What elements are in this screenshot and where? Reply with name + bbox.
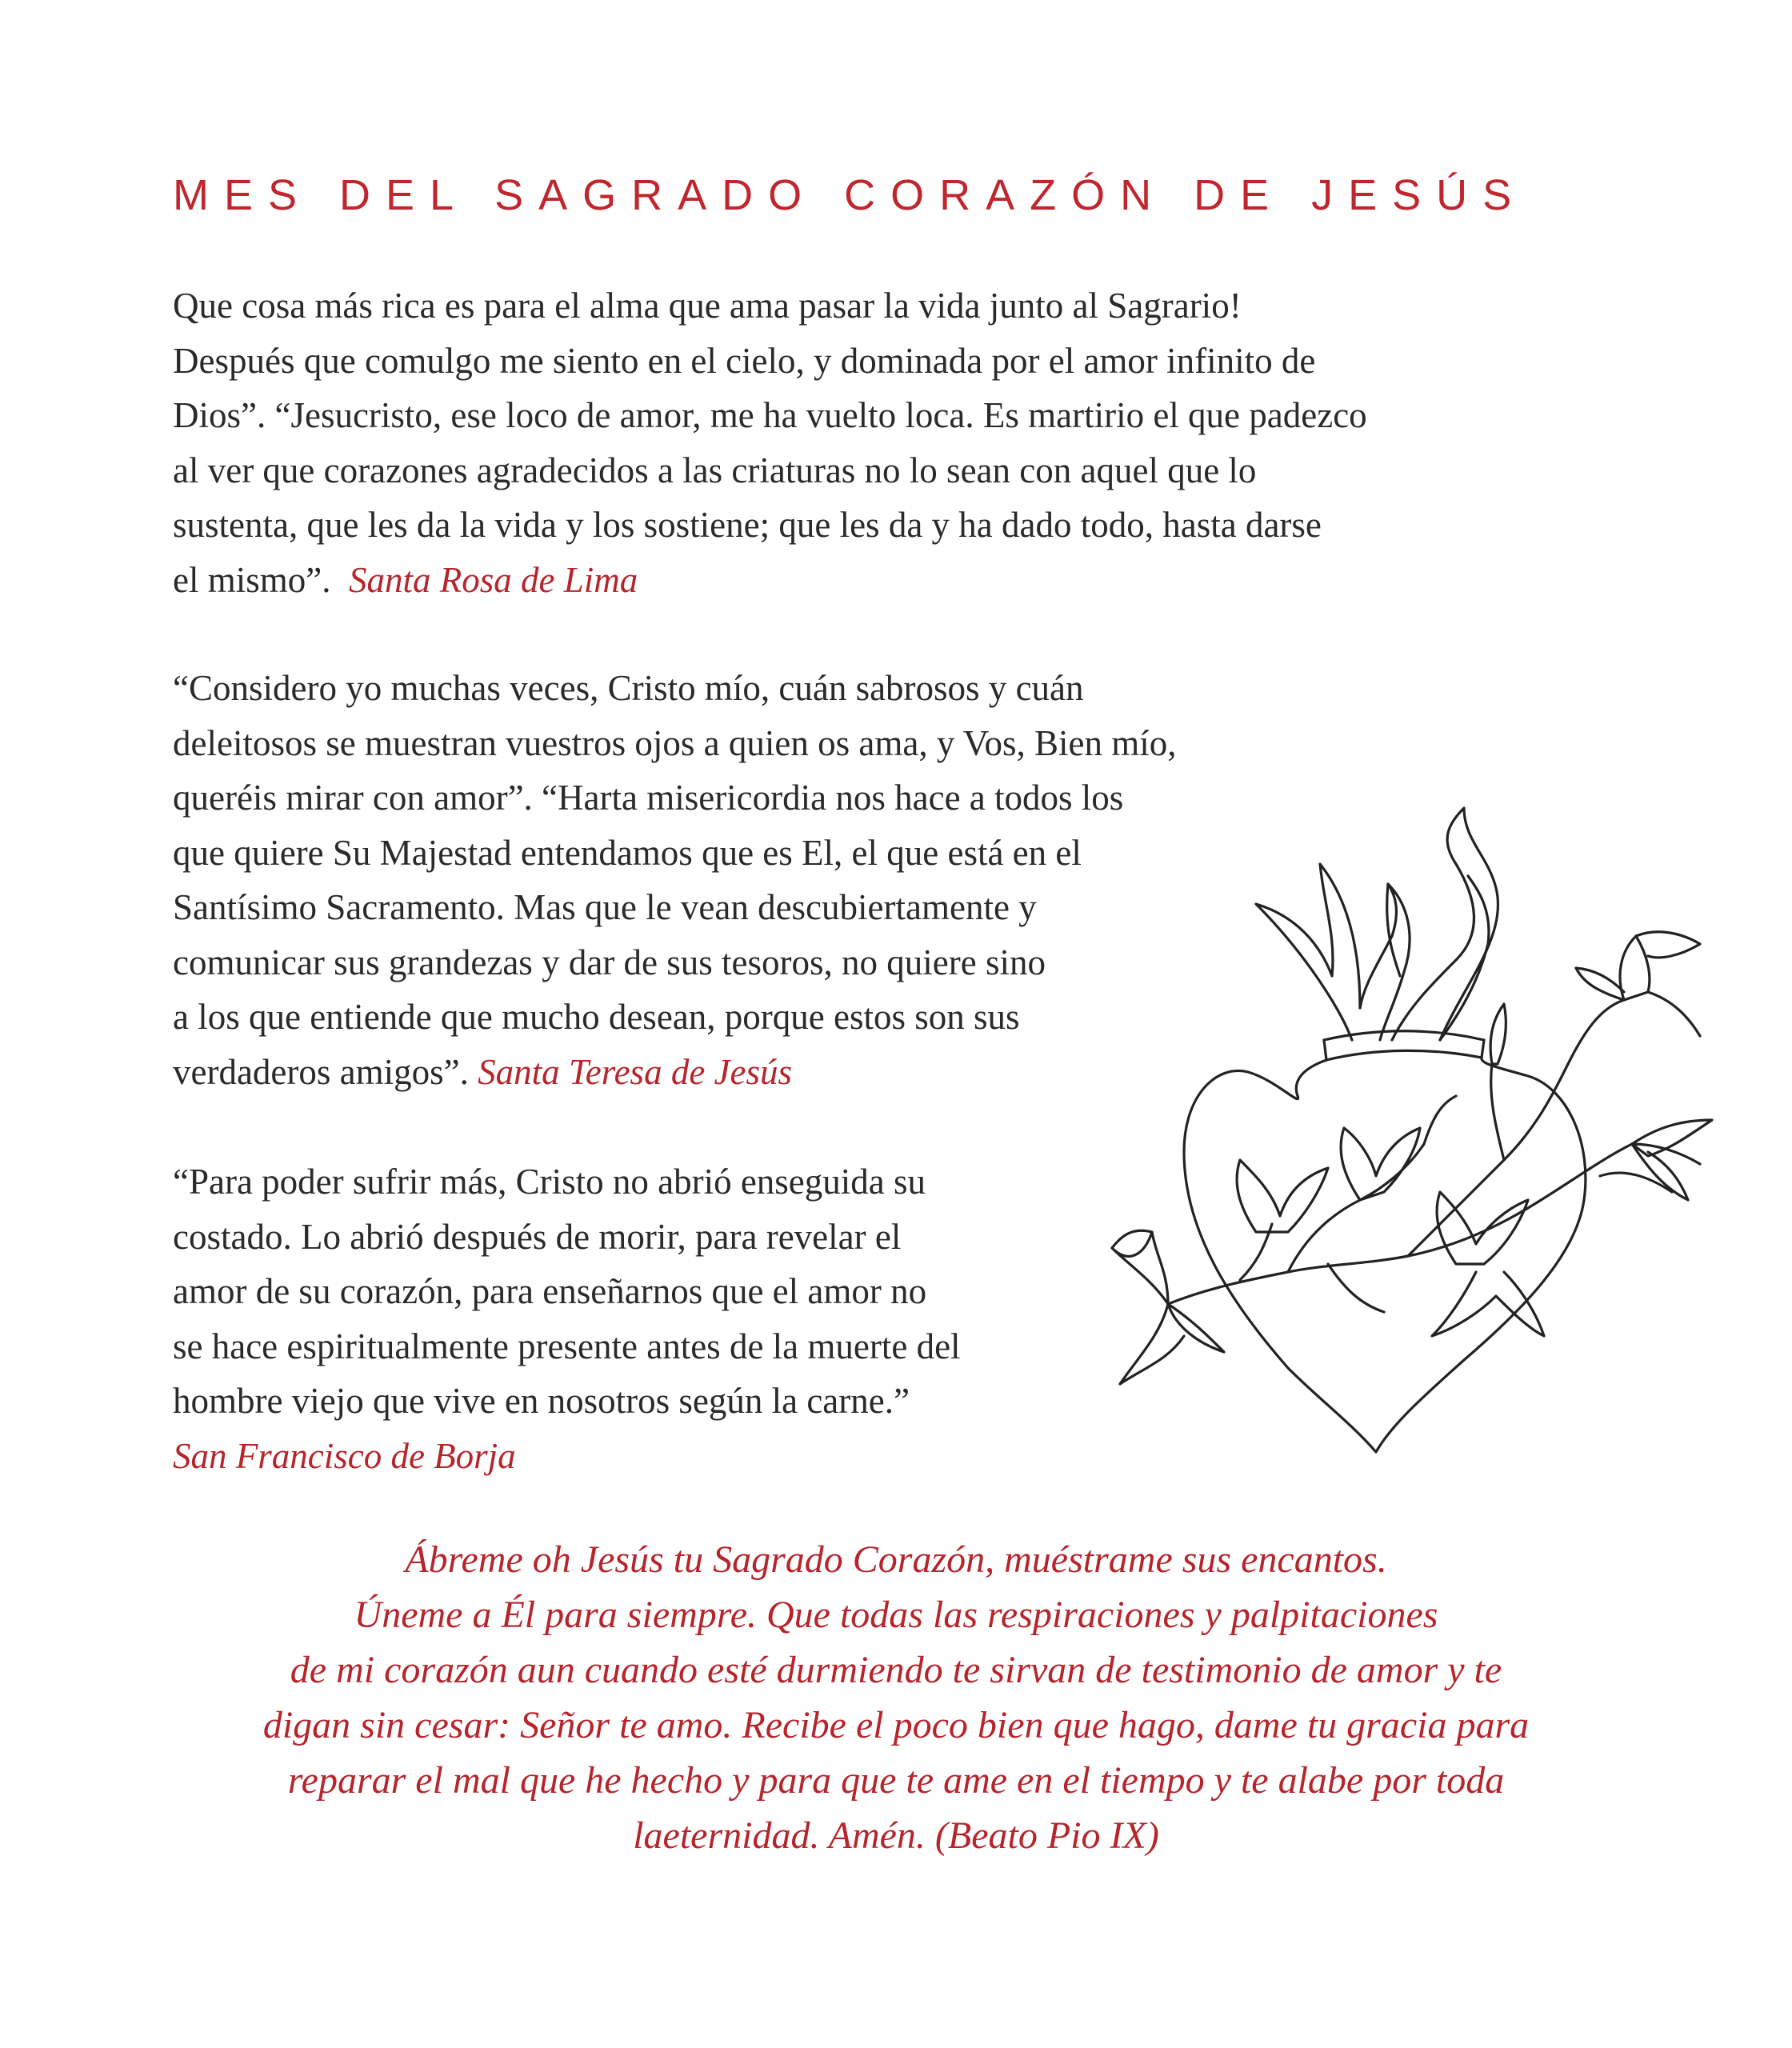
quote-line: hombre viejo que vive en nosotros según la carne.” [173,1381,910,1421]
quote-line: “Para poder sufrir más, Cristo no abrió enseguida su [173,1162,926,1202]
quote-last-line [173,553,1367,608]
sacred-heart-illustration [1200,744,1776,1480]
quote-line-text: verdaderos amigos”. [173,1051,469,1092]
prayer-line: Ábreme oh Jesús tu Sagrado Corazón, muéstrame sus encantos. [405,1538,1387,1581]
quote-line: al ver que corazones agradecidos a las criaturas no lo sean con aquel que lo [173,450,1257,490]
quote-line: “Considero yo muchas veces, Cristo mío, cuán sabrosos y cuán [173,668,1084,708]
quote-line: Después que comulgo me siento en el cielo, y dominada por el amor infinito de [173,340,1316,381]
quote-line: Que cosa más rica es para el alma que ama pasar la vida junto al Sagrario! [173,286,1242,326]
quote-santa-teresa [173,661,1176,1099]
quote-line: sustenta, que les da la vida y los sostiene; que les da y ha dado todo, hasta darse [173,505,1322,545]
quote-line: costado. Lo abrió después de morir, para revelar el [173,1216,902,1257]
quote-line: queréis mirar con amor”. “Harta misericordia nos hace a todos los [173,778,1124,818]
prayer-line: de mi corazón aun cuando esté durmiendo te sirvan de testimonio de amor y te [290,1649,1502,1691]
quote-santa-rosa [173,278,1367,607]
quote-line: Santísimo Sacramento. Mas que le vean descubiertamente y [173,887,1037,927]
prayer-line: Úneme a Él para siempre. Que todas las respiraciones y palpitaciones [354,1594,1438,1636]
quote-line: que quiere Su Majestad entendamos que es El, el que está en el [173,832,1082,873]
sacred-heart-with-flames-and-lilies-icon [1200,744,1776,1480]
page-title: MES DEL SAGRADO CORAZÓN DE JESÚS [173,171,1527,219]
prayer-line: laeternidad. Amén. (Beato Pio IX) [633,1814,1159,1857]
quote-line: se hace espiritualmente presente antes de la muerte del [173,1326,961,1366]
quote-line: amor de su corazón, para enseñarnos que el amor no [173,1271,927,1311]
quote-author: San Francisco de Borja [173,1435,516,1476]
quote-line: deleitosos se muestran vuestros ojos a quien os ama, y Vos, Bien mío, [173,722,1177,763]
prayer-line: digan sin cesar: Señor te amo. Recibe el poco bien que hago, dame tu gracia para [262,1704,1530,1746]
quote-san-francisco [173,1154,961,1483]
closing-prayer [128,1532,1664,1863]
quote-author: Santa Teresa de Jesús [478,1051,793,1092]
quote-line-text: el mismo”. [173,559,331,600]
quote-author: Santa Rosa de Lima [348,559,638,600]
quote-line: Dios”. “Jesucristo, ese loco de amor, me ha vuelto loca. Es martirio el que padezco [173,395,1367,435]
quote-line: comunicar sus grandezas y dar de sus tesoros, no quiere sino [173,942,1046,982]
prayer-line: reparar el mal que he hecho y para que te ame en el tiempo y te alabe por toda [287,1759,1505,1802]
quote-last-line [173,1045,1176,1100]
quote-line: a los que entiende que mucho desean, porque estos son sus [173,997,1020,1037]
